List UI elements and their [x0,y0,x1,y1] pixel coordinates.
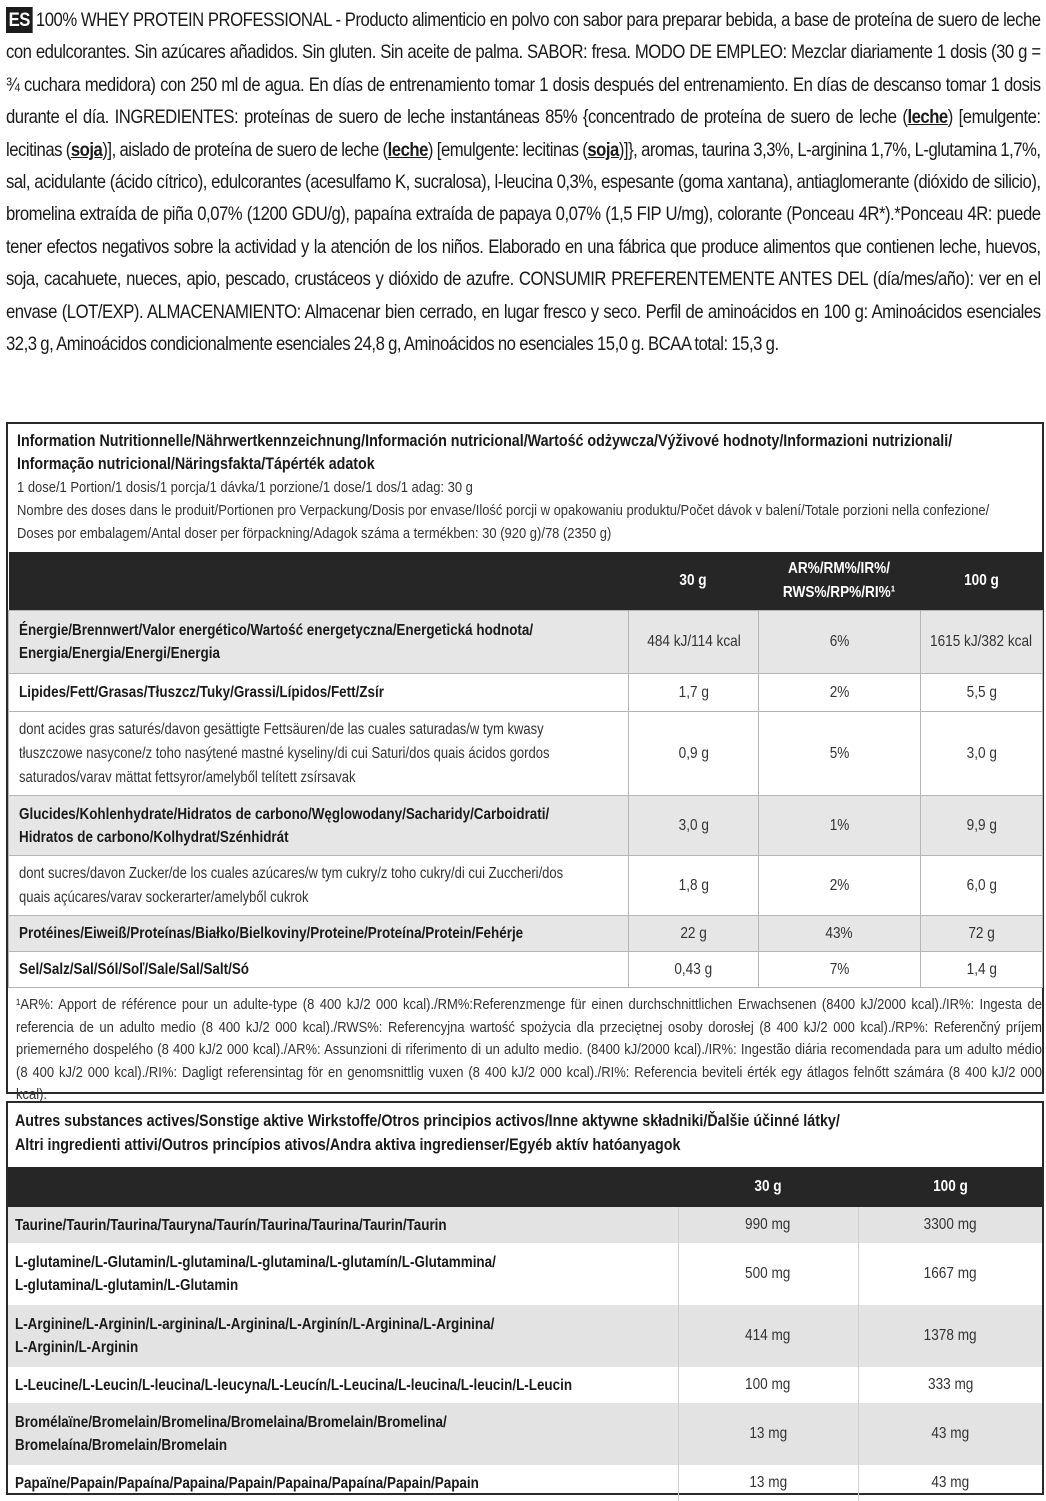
reference-intake-footnote: ¹AR%: Apport de référence pour un adulte-type (8 400 kJ/2 000 kcal)./RM%:Referenzmenge für einen durchschnittlichen Erwachsenen (8400 kJ/2000 kcal)./IR%: Ingesta de referencia de un adulto medio (8 400 kJ/2 000 kcal)./RWS%: Referencyjna wartość spożycia dla przeciętnej osoby dorosłej (8 400 kJ/2 000 kcal)./RP%: Referenčný príjem priemerného dospelého (8 400 kJ/2 000 kcal)./AR%: Assunzioni di riferimento di un adulto medio. (8400 kJ/2000 kcal)./IR%: Ingestão diária recomendada para um adulto médio (8 400 kJ/2 000 kcal)./RI%: Dagligt referensintag för en genomsnittlig vuxen (8 400 kJ/2 000 kcal)./RI%: Referencia beviteli érték egy átlagos felnőtt számára (8 400 kJ/2 000 kcal). [16,996,1042,1104]
substance-label: Bromélaïne/Bromelain/Bromelina/Bromelaina/Bromelain/Bromelina/ Bromelaína/Bromelain/Bromelain [8,1403,678,1465]
value-30g: 22 g [629,916,759,952]
description-text: ) [emulgente: lecitinas ( [427,138,588,161]
value-30g: 1,7 g [629,674,759,712]
substance-label: Papaïne/Papain/Papaína/Papaina/Papain/Papaina/Papaína/Papain/Papain [8,1465,678,1501]
value-ri: 6% [759,611,921,674]
header-ri: AR%/RM%/IR%/ RWS%/RP%/RI%¹ [759,552,921,611]
value-100g: 1667 mg [923,1265,977,1282]
substance-label: L-Arginine/L-Arginin/L-arginina/L-Arginina/L-Arginín/L-Arginina/L-Arginina/ L-Arginin/L-Arginin [8,1305,678,1367]
nutrient-label: dont sucres/davon Zucker/de los cuales azúcares/w tym cukry/z toho cukry/di cui Zuccheri/dos quais açúcares/varav sockerarter/amelyből cukrok [9,856,629,916]
nutrient-label: Lipides/Fett/Grasas/Tłuszcz/Tuky/Grassi/Lípidos/Fett/Zsír [9,674,629,712]
nutrient-label: Glucides/Kohlenhydrate/Hidratos de carbono/Węglowodany/Sacharidy/Carboidrati/ Hidratos de carbono/Kolhydrat/Szénhidrát [9,796,629,856]
active-substances-table [8,1167,1042,1501]
nutrient-label: Sel/Salz/Sal/Sól/Soľ/Sale/Sal/Salt/Só [9,952,629,988]
allergen-soy: soja [70,138,103,161]
value-ri: 1% [759,796,921,856]
value-100g: 43 mg [858,1403,1042,1465]
header-30g: 30 g [629,552,759,611]
table-row [9,796,1043,856]
table-row [8,1367,1042,1403]
substance-label: Taurine/Taurin/Taurina/Tauryna/Taurín/Taurina/Taurina/Taurin/Taurin [8,1207,678,1243]
value-100g: 43 mg [931,1474,970,1491]
value-100g: 9,9 g [921,796,1043,856]
table-row [9,712,1043,796]
servings-per-pack: Nombre des doses dans le produit/Portionen pro Verpackung/Dosis por envase/Ilość porcji w opakowaniu produktu/Počet dávok v balení/Totale porzioni nella confezione/ [17,502,990,519]
active-substances-header [15,1109,1036,1157]
table-row [8,1243,1042,1305]
nutrition-title: Information Nutritionnelle/Nährwertkennzeichnung/Información nutricional/Wartość odżywcza/Výživové hodnoty/Informazioni nutrizionali/ [17,432,953,450]
description-text: )]}, aromas, taurina 3,3%, L-arginina 1,7%, L-glutamina 1,7%, sal, acidulante (ácido cítrico), edulcorantes (acesulfamo K, sucralosa), l-leucina 0,3%, espesante (goma xantana), antiaglomerante (dióxido de silicio), bromelina extraída de piña 0,07% (1200 GDU/g), papaína extraída de papaya 0,07% (1,5 FIP U/mg), colorante (Ponceau 4R*).*Ponceau 4R: puede tener efectos negativos sobre la actividad y la atención de los niños. Elaborado en una fábrica que produce alimentos que contienen leche, huevos, soja, cacahuete, nueces, apio, pescado, crustáceos y dióxido de azufre. CONSUMIR PREFERENTEMENTE ANTES DEL (día/mes/año): ver en el envase (LOT/EXP). ALMACENAMIENTO: Almacenar bien cerrado, en lugar fresco y seco. Perfil de aminoácidos en 100 g: Aminoácidos esenciales 32,3 g, Aminoácidos condicionalmente esenciales 24,8 g, Aminoácidos no esenciales 15,0 g. BCAA total: 15,3 g. [6,138,1041,356]
table-header-row [9,552,1043,611]
active-substances-title: Autres substances actives/Sonstige aktive Wirkstoffe/Otros principios activos/Inne aktywne składniki/Ďalšie účinné látky/ [15,1112,840,1130]
value-30g: 100 mg [678,1367,858,1403]
value-30g: 0,9 g [629,712,759,796]
allergen-milk: leche [907,106,948,129]
value-ri: 5% [759,712,921,796]
nutrition-title: Informação nutricional/Näringsfakta/Tápérték adatok [17,455,375,473]
value-100g: 1615 kJ/382 kcal [921,611,1043,674]
value-ri: 7% [759,952,921,988]
description-text: )], aislado de proteína de suero de leche ( [102,138,388,161]
value-ri: 43% [759,916,921,952]
language-badge: ES [6,7,32,33]
table-row [8,1305,1042,1367]
active-substances-panel [6,1101,1044,1495]
table-row [9,952,1043,988]
value-100g: 333 mg [927,1376,973,1393]
description-text: ) [emulgente: lecitinas ( [6,106,1041,161]
value-30g: 500 mg [678,1243,858,1305]
spanish-description [6,4,1041,360]
nutrient-label: Protéines/Eiweiß/Proteínas/Białko/Bielkoviny/Proteine/Proteína/Protein/Fehérje [9,916,629,952]
nutrient-label: Énergie/Brennwert/Valor energético/Wartość energetyczna/Energetická hodnota/ Energia/Energia/Energi/Energia [9,611,629,674]
value-100g: 1,4 g [921,952,1043,988]
serving-size: 1 dose/1 Portion/1 dosis/1 porcja/1 dávka/1 porzione/1 dose/1 dos/1 adag: 30 g [17,479,473,496]
header-30g: 30 g [678,1167,858,1207]
active-table-wrap [8,1167,1042,1501]
table-row [8,1207,1042,1243]
value-30g: 13 mg [678,1403,858,1465]
nutrition-table [8,552,1043,988]
value-100g: 3,0 g [921,712,1043,796]
substance-label: L-Leucine/L-Leucin/L-leucina/L-leucyna/L-Leucín/L-Leucina/L-leucina/L-leucin/L-Leucin [8,1367,678,1403]
value-30g: 13 mg [678,1465,858,1501]
value-100g: 6,0 g [921,856,1043,916]
table-row [9,916,1043,952]
value-30g: 990 mg [678,1207,858,1243]
value-30g: 414 mg [678,1305,858,1367]
allergen-soy: soja [587,138,619,161]
table-row [9,674,1043,712]
table-row [8,1465,1042,1501]
value-100g: 5,5 g [921,674,1043,712]
table-header-row [8,1167,1042,1207]
servings-per-pack: Doses por embalagem/Antal doser per förpackning/Adagok száma a termékben: 30 (920 g)/78 (2350 g) [17,525,612,542]
value-30g: 3,0 g [629,796,759,856]
table-row [9,611,1043,674]
allergen-milk: leche [387,138,428,161]
header-empty [8,1167,678,1207]
header-empty [9,552,629,611]
value-30g: 0,43 g [629,952,759,988]
value-100g: 3300 mg [858,1207,1042,1243]
table-row [8,1403,1042,1465]
active-substances-title: Altri ingredienti attivi/Outros princípios ativos/Andra aktiva ingredienser/Egyéb aktív hatóanyagok [15,1136,681,1154]
value-30g: 1,8 g [629,856,759,916]
substance-label: L-glutamine/L-Glutamin/L-glutamina/L-glutamina/L-glutamín/L-Glutammina/ L-glutamina/L-glutamin/L-Glutamin [8,1243,678,1305]
header-100g: 100 g [858,1167,1042,1207]
value-30g: 484 kJ/114 kcal [629,611,759,674]
nutrition-header [17,430,1038,545]
description-text: 100% WHEY PROTEIN PROFESSIONAL - Producto alimenticio en polvo con sabor para preparar bebida, a base de proteína de suero de leche con edulcorantes. Sin azúcares añadidos. Sin gluten. Sin aceite de palma. SABOR: fresa. MODO DE EMPLEO: Mezclar diariamente 1 dosis (30 g = ¾ cuchara medidora) con 250 ml de agua. En días de entrenamiento tomar 1 dosis después del entrenamiento. En días de descanso tomar 1 dosis durante el día. INGREDIENTES: proteínas de suero de leche instantáneas 85% {concentrado de proteína de suero de leche ( [6,9,1041,129]
nutrition-panel [6,422,1044,1104]
nutrient-label: dont acides gras saturés/davon gesättigte Fettsäuren/de las cuales saturadas/w tym kwasy tłuszczowe nasycone/z toho nasýtené mastné kyseliny/di cui Saturi/dos quais ácidos gordos saturados/varav mättat fettsyror/amelyből telített zsírsavak [9,712,629,796]
value-ri: 2% [759,674,921,712]
value-100g: 72 g [921,916,1043,952]
value-100g: 1378 mg [858,1305,1042,1367]
header-100g: 100 g [921,552,1043,611]
value-ri: 2% [759,856,921,916]
table-row [9,856,1043,916]
nutrition-table-wrap [8,552,1042,988]
